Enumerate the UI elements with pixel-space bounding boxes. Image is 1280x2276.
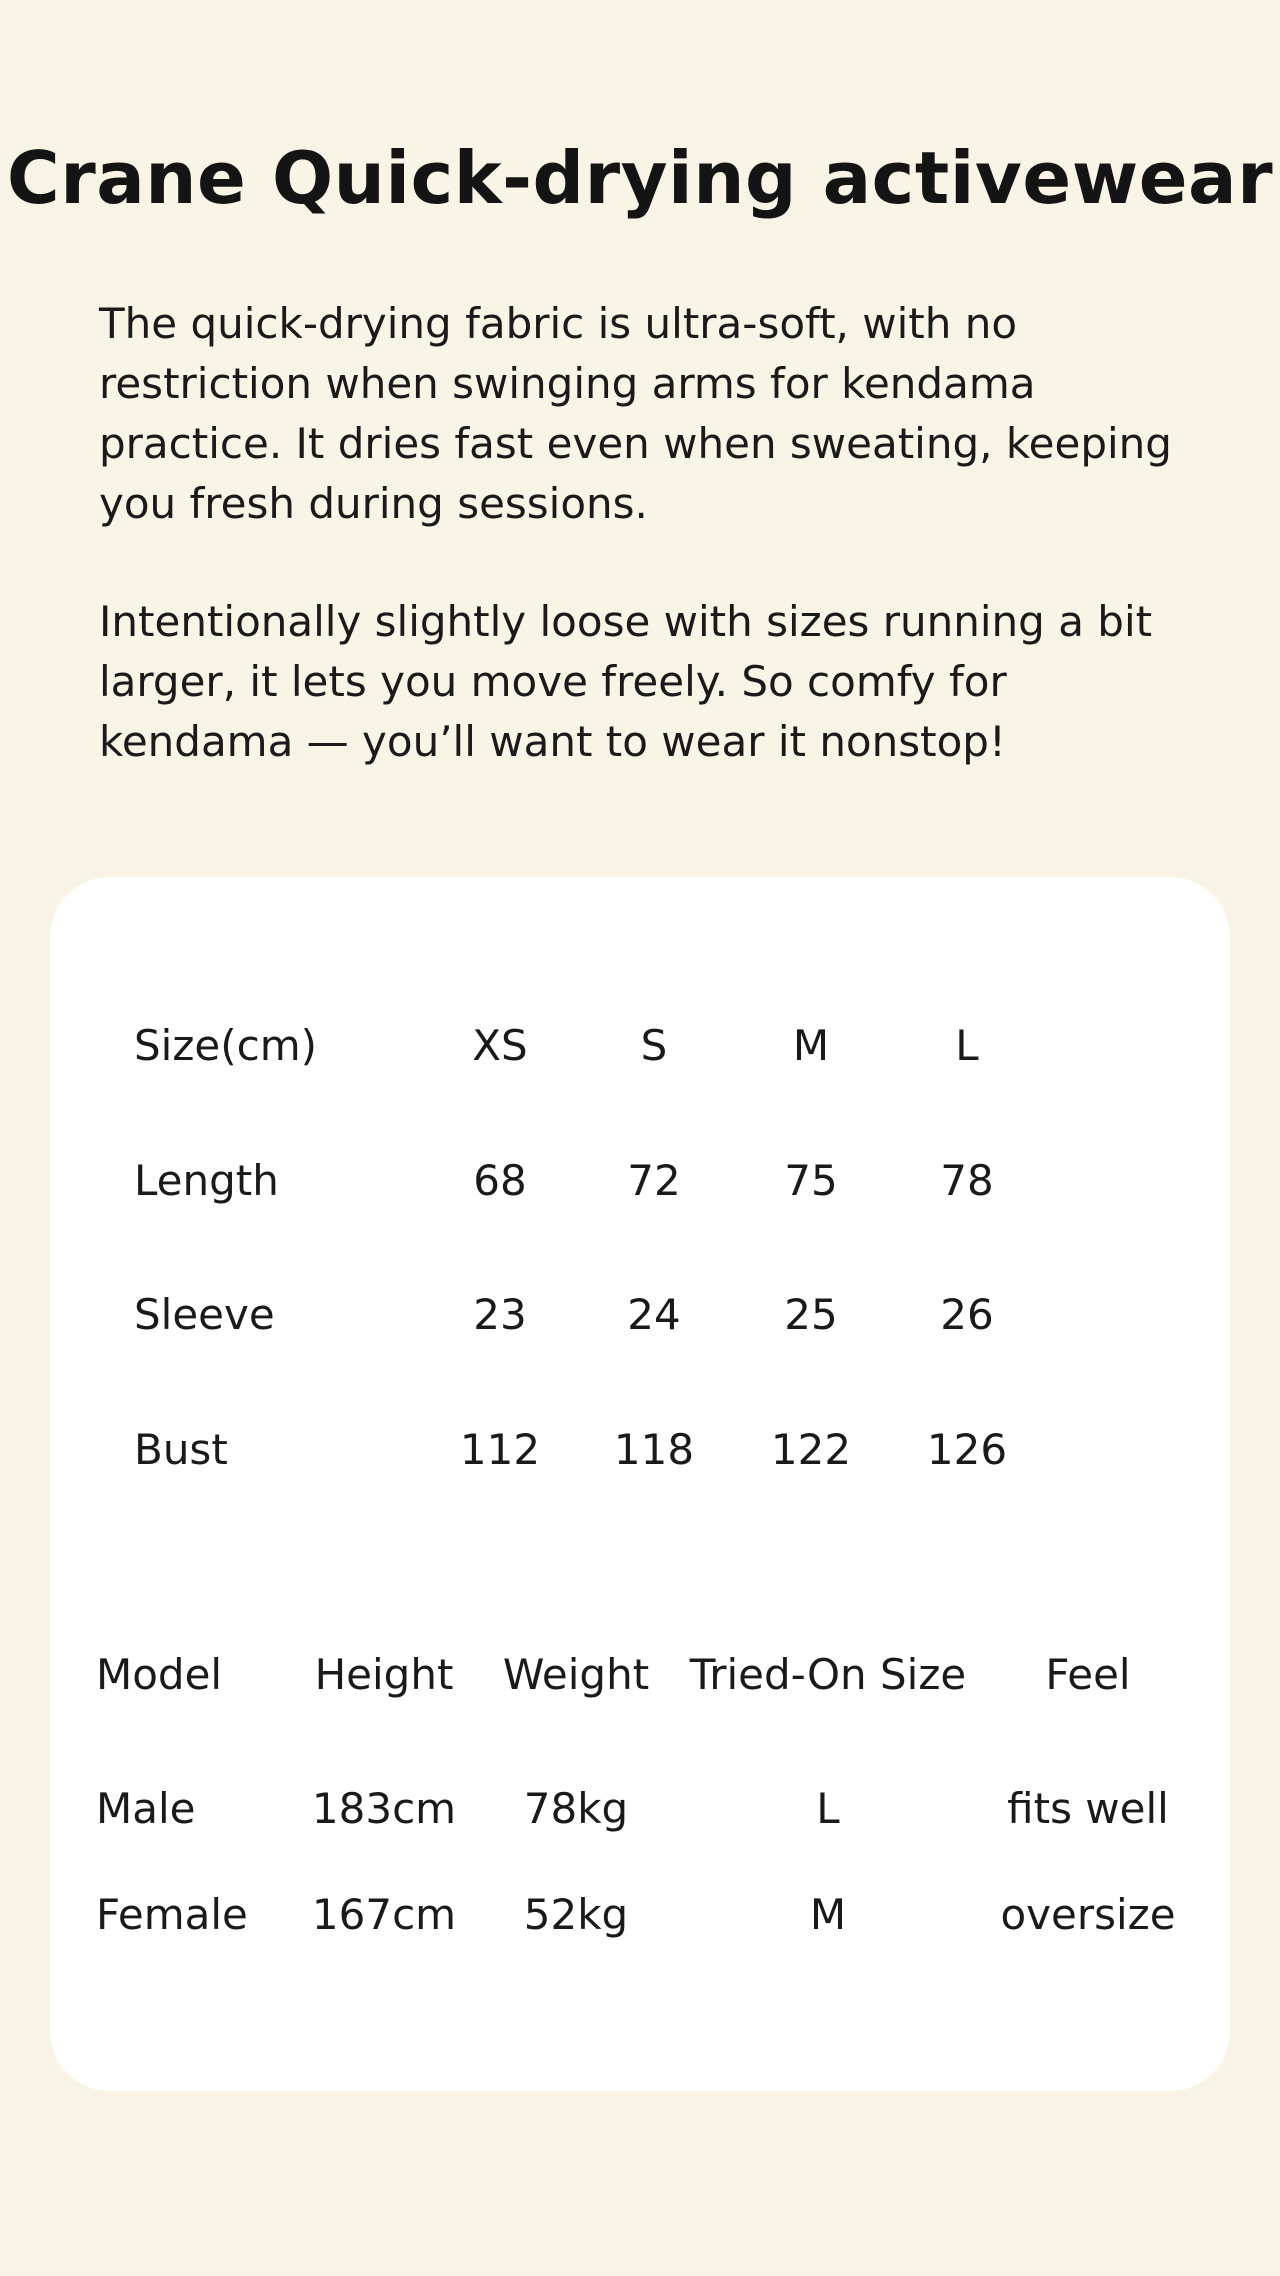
size-table-header-cell: Size(cm) bbox=[134, 1021, 317, 1070]
size-table-cell: 24 bbox=[627, 1290, 681, 1339]
size-table-cell: 26 bbox=[940, 1290, 994, 1339]
size-table-cell: 112 bbox=[459, 1425, 541, 1474]
size-table-cell: 118 bbox=[613, 1425, 695, 1474]
model-table-header-cell: Tried-On Size bbox=[689, 1650, 967, 1699]
size-table-cell: 75 bbox=[784, 1156, 838, 1205]
model-table-header-cell: Feel bbox=[1045, 1650, 1131, 1699]
size-table-header-cell: M bbox=[792, 1021, 830, 1070]
model-table-header-cell: Height bbox=[314, 1650, 454, 1699]
size-table-cell: 23 bbox=[473, 1290, 527, 1339]
model-table-cell: 78kg bbox=[523, 1784, 629, 1833]
model-table-cell: L bbox=[816, 1784, 840, 1833]
model-table-cell: oversize bbox=[1000, 1890, 1176, 1939]
size-table-row-label: Bust bbox=[134, 1425, 228, 1474]
size-table-header-cell: L bbox=[955, 1021, 979, 1070]
size-table-cell: 72 bbox=[627, 1156, 681, 1205]
model-table-cell: 52kg bbox=[523, 1890, 629, 1939]
model-table-row-label: Female bbox=[96, 1890, 248, 1939]
size-table-cell: 68 bbox=[473, 1156, 527, 1205]
size-table-cell: 25 bbox=[784, 1290, 838, 1339]
description-paragraph: The quick-drying fabric is ultra-soft, with no restriction when swinging arms for kendama practice. It dries fast even when sweating, keeping you fresh during sessions. bbox=[99, 299, 1172, 528]
model-table-cell: fits well bbox=[1007, 1784, 1169, 1833]
size-table-cell: 78 bbox=[940, 1156, 994, 1205]
size-table-cell: 126 bbox=[926, 1425, 1008, 1474]
model-table-header-cell: Weight bbox=[502, 1650, 650, 1699]
size-table-row-label: Sleeve bbox=[134, 1290, 275, 1339]
model-table-cell: 167cm bbox=[311, 1890, 457, 1939]
size-table-row-label: Length bbox=[134, 1156, 279, 1205]
page-title: Crane Quick-drying activewear bbox=[6, 136, 1274, 220]
size-table-cell: 122 bbox=[770, 1425, 852, 1474]
size-table-header-cell: S bbox=[640, 1021, 668, 1070]
model-table-cell: 183cm bbox=[311, 1784, 457, 1833]
size-chart-card bbox=[50, 877, 1230, 2091]
size-table-header-cell: XS bbox=[472, 1021, 528, 1070]
fit-paragraph: Intentionally slightly loose with sizes running a bit larger, it lets you move freely. So comfy for kendama — you’ll want to wear it nonstop! bbox=[99, 597, 1153, 766]
model-table-header-cell: Model bbox=[96, 1650, 223, 1699]
model-table-cell: M bbox=[809, 1890, 847, 1939]
model-table-row-label: Male bbox=[96, 1784, 196, 1833]
